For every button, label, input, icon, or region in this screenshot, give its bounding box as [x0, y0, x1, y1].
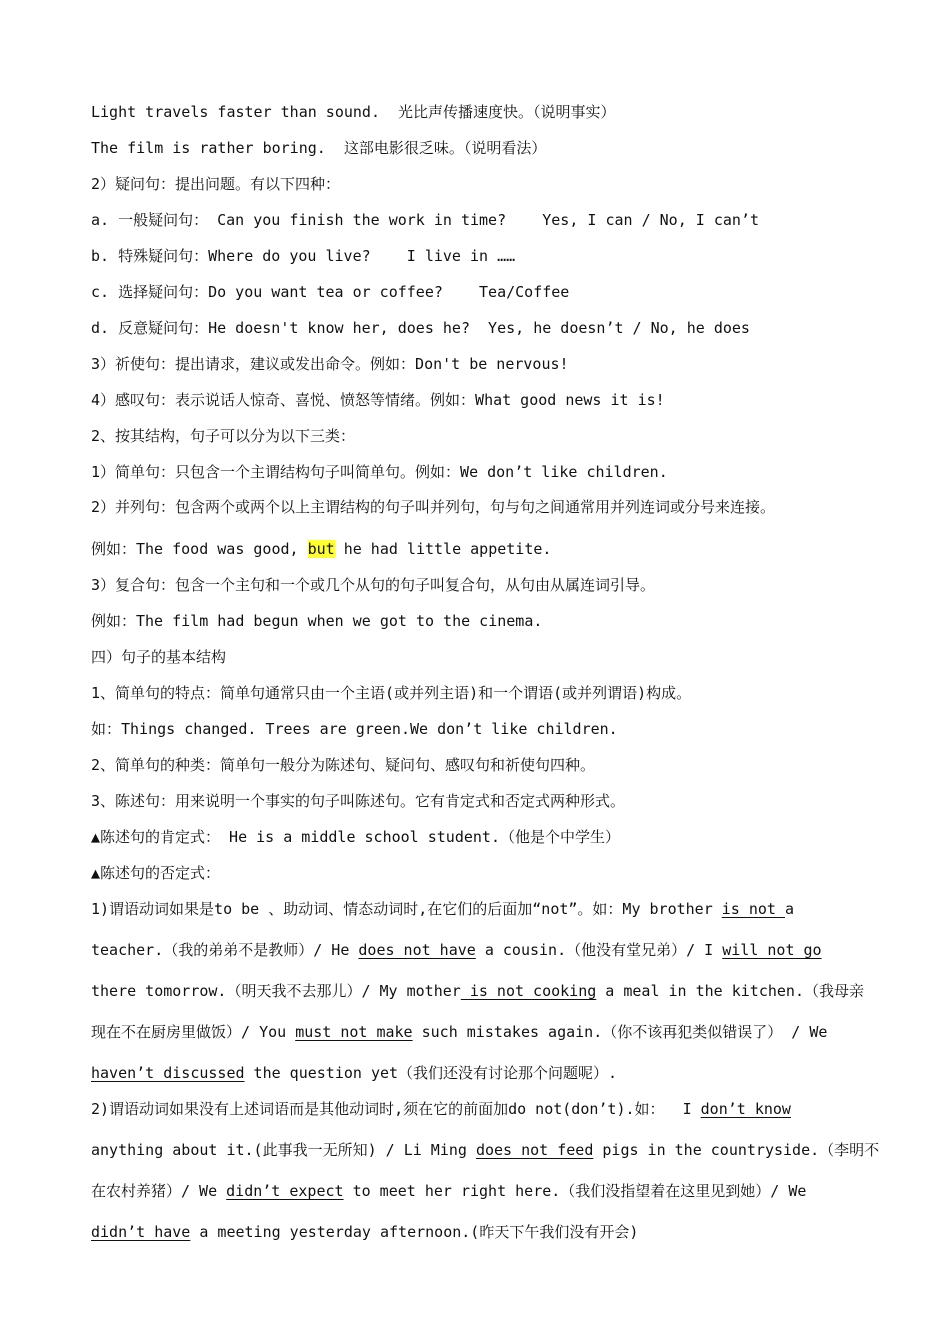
text-line: d. 反意疑问句：He doesn't know her, does he? Yes, he doesn’t / No, he does: [91, 319, 750, 337]
text-span: 现在不在厨房里做饭）/ You: [91, 1023, 296, 1041]
text-span: such mistakes again.（你不该再犯类似错误了） / We: [412, 1023, 828, 1041]
section-heading: 2、按其结构，句子可以分为以下三类：: [91, 427, 356, 445]
underlined-phrase: is not: [721, 900, 785, 918]
text-span: there tomorrow.（明天我不去那儿）/ My mother: [91, 982, 461, 1000]
text-line: [91, 1181, 806, 1201]
text-span: the question yet（我们还没有讨论那个问题呢）.: [244, 1064, 618, 1082]
text-line: [91, 940, 822, 960]
underlined-phrase: haven’t discussed: [91, 1064, 245, 1082]
text-span: anything about it.(此事我一无所知) / Li Ming: [91, 1141, 476, 1159]
text-span: a cousin.（他没有堂兄弟）/ I: [475, 941, 723, 959]
text-line: b. 特殊疑问句：Where do you live? I live in ……: [91, 247, 516, 265]
text-line: [91, 539, 551, 559]
text-line: 2）并列句：包含两个或两个以上主谓结构的句子叫并列句，句与句之间通常用并列连词或分号来连接。: [91, 498, 776, 516]
text-line: [91, 1222, 638, 1242]
text-line: 2、简单句的种类：简单句一般分为陈述句、疑问句、感叹句和祈使句四种。: [91, 756, 596, 774]
text-line: 3）复合句：包含一个主句和一个或几个从句的句子叫复合句，从句由从属连词引导。: [91, 576, 656, 594]
underlined-phrase: is not cooking: [460, 982, 597, 1000]
text-line: ▲陈述句的否定式：: [91, 864, 221, 882]
section-heading: 2）疑问句：提出问题。有以下四种：: [91, 175, 341, 193]
text-span: a meeting yesterday afternoon.(昨天下午我们没有开会): [190, 1223, 639, 1241]
text-line: 1、简单句的特点：简单句通常只由一个主语(或并列主语)和一个谓语(或并列谓语)构成。: [91, 684, 692, 702]
text-span: a meal in the kitchen.（我母亲: [596, 982, 864, 1000]
text-line: [91, 899, 794, 919]
text-line: [91, 1063, 617, 1083]
text-line: a. 一般疑问句： Can you finish the work in time? Yes, I can / No, I can’t: [91, 211, 759, 229]
section-heading: 四）句子的基本结构: [91, 648, 227, 666]
underlined-phrase: didn’t expect: [226, 1182, 344, 1200]
text-span: 在农村养猪）/ We: [91, 1182, 227, 1200]
text-span: pigs in the countryside.（李明不: [593, 1141, 880, 1159]
text-span: he had little appetite.: [334, 540, 552, 558]
text-line: 4）感叹句：表示说话人惊奇、喜悦、愤怒等情绪。例如：What good news it is!: [91, 391, 665, 409]
text-line: 例如：The film had begun when we got to the cinema.: [91, 612, 543, 630]
text-span: a: [785, 900, 795, 918]
text-line: The film is rather boring. 这部电影很乏味。（说明看法）: [91, 139, 547, 157]
text-line: 1）简单句：只包含一个主谓结构句子叫简单句。例如：We don’t like children.: [91, 463, 668, 481]
underlined-phrase: must not make: [295, 1023, 413, 1041]
text-line: Light travels faster than sound. 光比声传播速度快。（说明事实）: [91, 103, 616, 121]
text-span: 2)谓语动词如果没有上述词语而是其他动词时,须在它的前面加do not(don’t).如： I: [91, 1100, 701, 1118]
text-line: 3）祈使句：提出请求，建议或发出命令。例如：Don't be nervous!: [91, 355, 569, 373]
underlined-phrase: does not have: [358, 941, 476, 959]
text-line: [91, 1140, 879, 1160]
text-span: 1)谓语动词如果是to be 、助动词、情态动词时,在它们的后面加“not”。如：My brother: [91, 900, 722, 918]
text-span: to meet her right here.（我们没指望着在这里见到她）/ We: [343, 1182, 807, 1200]
underlined-phrase: does not feed: [475, 1141, 594, 1159]
text-line: c. 选择疑问句：Do you want tea or coffee? Tea/Coffee: [91, 283, 570, 301]
text-line: [91, 1022, 827, 1042]
text-line: 如：Things changed. Trees are green.We don’t like children.: [91, 720, 618, 738]
underlined-phrase: will not go: [722, 941, 822, 959]
underlined-phrase: don’t know: [700, 1100, 791, 1118]
text-span: teacher.（我的弟弟不是教师）/ He: [91, 941, 359, 959]
underlined-phrase: didn’t have: [91, 1223, 191, 1241]
text-line: [91, 981, 864, 1001]
text-span: 例如：The food was good,: [91, 540, 308, 558]
highlighted-word: but: [307, 540, 335, 558]
text-line: 3、陈述句：用来说明一个事实的句子叫陈述句。它有肯定式和否定式两种形式。: [91, 792, 626, 810]
text-line: [91, 1099, 791, 1119]
text-line: ▲陈述句的肯定式： He is a middle school student.（他是个中学生）: [91, 828, 620, 846]
